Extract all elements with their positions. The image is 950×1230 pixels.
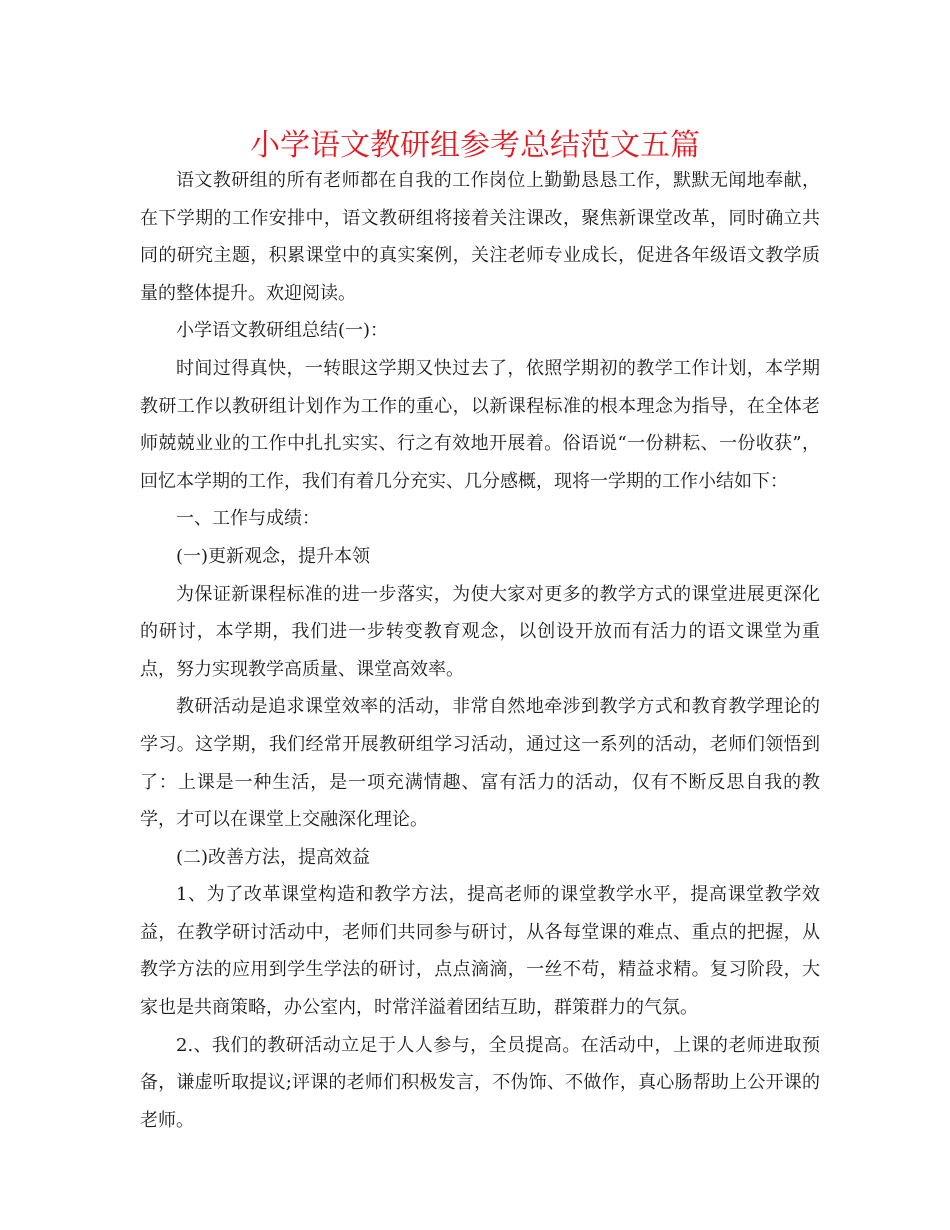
subsection-heading: (二)改善方法，提高效益 (176, 846, 371, 868)
section-heading: 小学语文教研组总结(一)： (176, 320, 389, 342)
paragraph: 1、为了改革课堂构造和教学方法，提高老师的课堂教学水平，提高课堂教学效益，在教学研讨活动中，老师们共同参与研讨，从各每堂课的难点、重点的把握，从教学方法的应用到学生学法的研讨，点点滴滴，一丝不苟，精益求精。复习阶段，大家也是共商策略，办公室内，时常洋溢着团结互助，群策群力的气氛。 (140, 884, 820, 1019)
paragraph: 教研活动是追求课堂效率的活动，非常自然地牵涉到教学方式和教育教学理论的学习。这学期，我们经常开展教研组学习活动，通过这一系列的活动，老师们领悟到了：上课是一种生活，是一项充满情趣、富有活力的活动，仅有不断反思自我的教学，才可以在课堂上交融深化理论。 (140, 696, 820, 831)
section-heading: 一、工作与成绩： (176, 508, 320, 530)
paragraph: 时间过得真快，一转眼这学期又快过去了，依照学期初的教学工作计划，本学期教研工作以教研组计划作为工作的重心，以新课程标准的根本理念为指导，在全体老师兢兢业业的工作中扎扎实实、行之有效地开展着。俗语说“一份耕耘、一份收获”，回忆本学期的工作，我们有着几分充实、几分感概，现将一学期的工作小结如下： (140, 357, 820, 492)
paragraph: 2.、我们的教研活动立足于人人参与，全员提高。在活动中，上课的老师进取预备，谦虚听取提议;评课的老师们积极发言，不伪饰、不做作，真心肠帮助上公开课的老师。 (140, 1034, 820, 1131)
subsection-heading: (一)更新观念，提升本领 (176, 545, 371, 567)
paragraph: 为保证新课程标准的进一步落实，为使大家对更多的教学方式的课堂进展更深化的研讨，本学期，我们进一步转变教育观念，以创设开放而有活力的语文课堂为重点，努力实现教学高质量、课堂高效率。 (140, 583, 820, 680)
document-title: 小学语文教研组参考总结范文五篇 (250, 128, 700, 163)
paragraph: 语文教研组的所有老师都在自我的工作岗位上勤勤恳恳工作，默默无闻地奉献，在下学期的工作安排中，语文教研组将接着关注课改，聚焦新课堂改革，同时确立共同的研究主题，积累课堂中的真实案例，关注老师专业成长，促进各年级语文教学质量的整体提升。欢迎阅读。 (140, 170, 820, 304)
document-body (140, 162, 820, 1139)
